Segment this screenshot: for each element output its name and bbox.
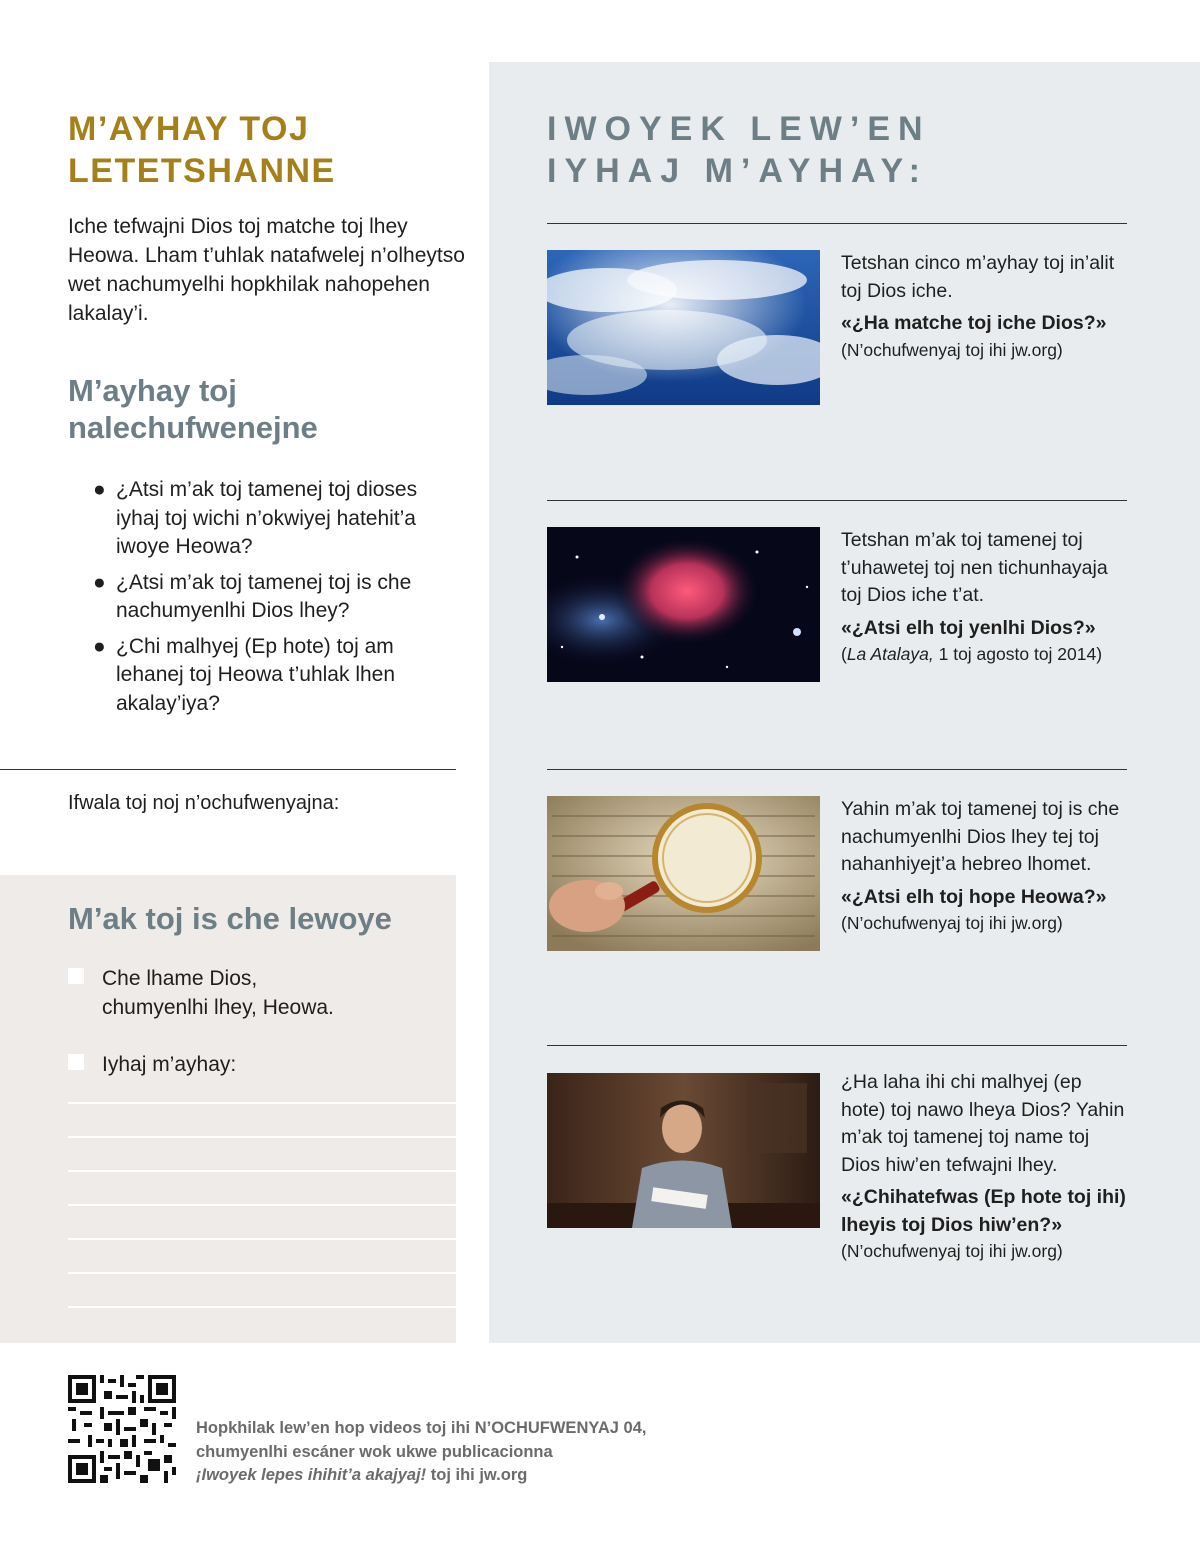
checklist-item-name — [68, 964, 448, 1024]
writing-line[interactable] — [68, 1102, 456, 1104]
resource-title[interactable]: «¿Ha matche toj iche Dios?» — [841, 312, 1107, 334]
man-reading-image — [547, 1073, 820, 1228]
resource-source-publication: La Atalaya, — [846, 644, 934, 664]
magnifying-glass-hebrew-image — [547, 796, 820, 951]
resource-item[interactable] — [547, 796, 1127, 996]
writing-line[interactable] — [68, 1204, 456, 1206]
resource-source: (N’ochufwenyaj toj ihi jw.org) — [841, 1241, 1063, 1261]
list-item — [93, 476, 463, 562]
next-lesson-label: Ifwala toj noj n’ochufwenyajna: — [68, 792, 340, 814]
resource-text — [841, 796, 1131, 936]
resource-source-date: 1 toj agosto toj 2014) — [933, 644, 1103, 664]
intro-paragraph: Iche tefwajni Dios toj matche toj lhey Heowa. Lham t’uhlak natafwelej n’olheytso wet nachumyelhi hopkhilak nahopehen lakalay’i. — [68, 215, 465, 325]
questions-list — [93, 476, 463, 725]
resource-source-paren: ( — [841, 644, 847, 664]
main-heading-line1: M’AYHAY TOJ — [68, 110, 310, 148]
resource-title[interactable]: «¿Chihatefwas (Ep hote toj ihi) lheyis toj Dios hiw’en?» — [841, 1186, 1126, 1236]
writing-line[interactable] — [68, 1136, 456, 1138]
resource-source: (N’ochufwenyaj toj ihi jw.org) — [841, 913, 1063, 933]
question-text: ¿Chi malhyej (Ep hote) toj am lehanej toj Heowa t’uhlak lhen akalay’iya? — [116, 634, 396, 715]
divider — [547, 1045, 1127, 1046]
questions-heading: M’ayhay toj nalechufwenejne — [68, 373, 318, 445]
divider — [547, 769, 1127, 770]
sky-clouds-image — [547, 250, 820, 405]
list-item — [93, 633, 463, 719]
footer-line3-rest: toj ihi jw.org — [426, 1466, 528, 1484]
bullet-icon: ● — [93, 478, 106, 501]
checklist-text-line1: Che lhame Dios, — [102, 967, 258, 990]
nebula-image — [547, 527, 820, 682]
resource-description: Tetshan m’ak toj tamenej toj t’uhawetej toj nen tichunhayaja toj Dios iche t’at. — [841, 529, 1108, 606]
resource-title[interactable]: «¿Atsi elh toj yenlhi Dios?» — [841, 616, 1096, 639]
resource-source: (N’ochufwenyaj toj ihi jw.org) — [841, 339, 1063, 360]
footer-line2: chumyenlhi escáner wok ukwe publicacionna — [196, 1442, 553, 1461]
divider — [547, 500, 1127, 501]
resource-title[interactable]: «¿Atsi elh toj hope Heowa?» — [841, 885, 1107, 908]
checkbox[interactable] — [68, 968, 84, 984]
divider — [547, 223, 1127, 224]
writing-line[interactable] — [68, 1170, 456, 1172]
resource-description: ¿Ha laha ihi chi malhyej (ep hote) toj nawo lheya Dios? Yahin m’ak toj tamenej toj name toj Dios hiw’en tefwajni lhey. — [841, 1071, 1125, 1176]
resource-item[interactable] — [547, 250, 1127, 420]
checklist-text — [102, 964, 442, 1022]
writing-line[interactable] — [68, 1238, 456, 1240]
list-item — [93, 569, 463, 626]
resource-item[interactable] — [547, 1069, 1127, 1299]
checklist-heading: M’ak toj is che lewoye — [68, 901, 392, 936]
resource-item[interactable] — [547, 527, 1127, 697]
divider — [0, 769, 456, 770]
qr-code-icon[interactable] — [68, 1375, 176, 1483]
checkbox[interactable] — [68, 1054, 84, 1070]
writing-line[interactable] — [68, 1272, 456, 1274]
further-reading-heading-line1: IWOYEK LEW’EN — [547, 110, 931, 148]
further-reading-heading-line2: IYHAJ M’AYHAY: — [547, 152, 928, 190]
checklist-text: Iyhaj m’ayhay: — [102, 1053, 237, 1076]
resource-text — [841, 527, 1131, 667]
bullet-icon: ● — [93, 634, 106, 658]
footer-brochure-title: ¡Iwoyek lepes ihihit’a akajyaj! — [196, 1466, 427, 1484]
writing-line[interactable] — [68, 1306, 456, 1308]
resource-text — [841, 250, 1131, 363]
resource-source — [841, 642, 1131, 667]
question-text: ¿Atsi m’ak toj tamenej toj is che nachumyenlhi Dios lhey? — [116, 570, 412, 622]
footer-line1: Hopkhilak lew’en hop videos toj ihi N’OCHUFWENYAJ 04, — [196, 1419, 647, 1437]
bullet-icon: ● — [93, 570, 106, 594]
resource-description: Tetshan cinco m’ayhay toj in’alit toj Dios iche. — [841, 252, 1115, 302]
main-heading-line2: LETETSHANNE — [68, 152, 336, 190]
resource-description: Yahin m’ak toj tamenej toj is che nachumyenlhi Dios lhey tej toj nahanhiyejt’a hebreo lhomet. — [841, 798, 1120, 875]
further-reading-heading — [547, 108, 1147, 192]
resource-text — [841, 1069, 1131, 1264]
main-heading — [68, 108, 468, 192]
checklist-text-line2: chumyenlhi lhey, Heowa. — [102, 996, 334, 1019]
checklist-item-questions — [68, 1050, 448, 1080]
footer-note — [196, 1417, 796, 1488]
question-text: ¿Atsi m’ak toj tamenej toj dioses iyhaj toj wichi n’okwiyej hatehit’a iwoye Heowa? — [116, 478, 418, 558]
